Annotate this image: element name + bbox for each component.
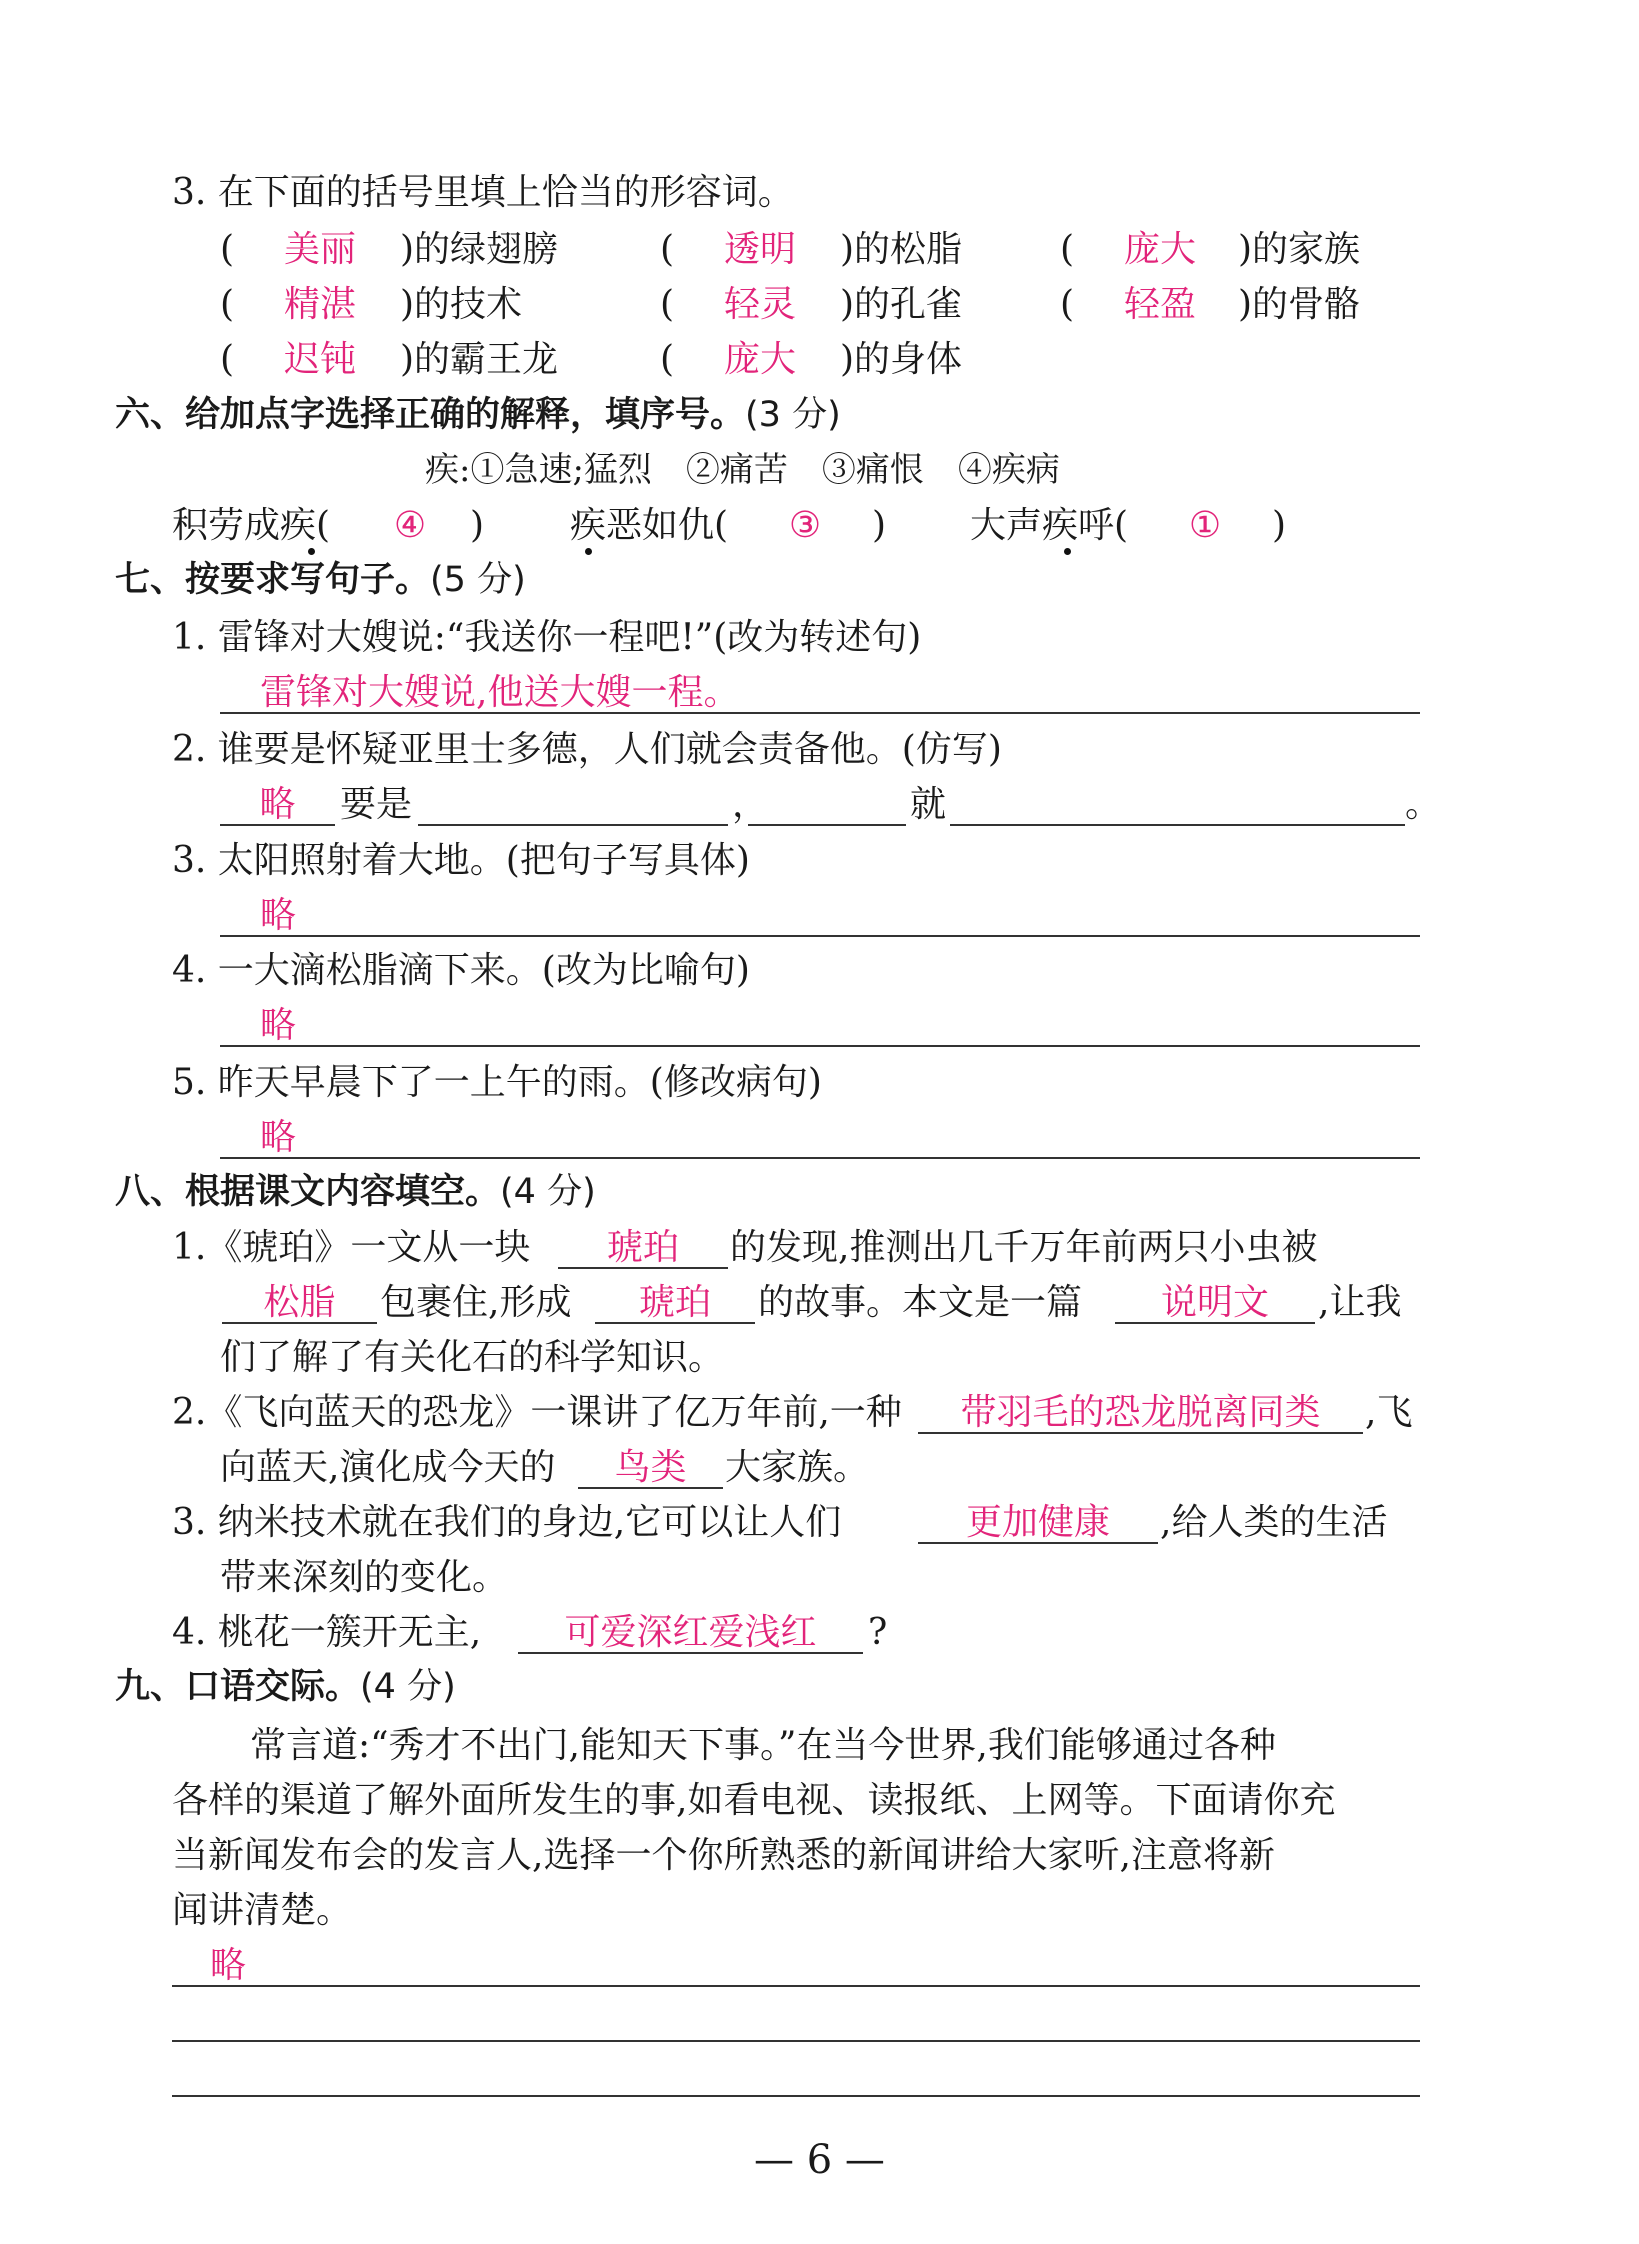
answer-text[interactable]: 略 <box>260 1117 297 1158</box>
answer-blank[interactable]: 松脂 <box>263 1282 336 1323</box>
emphasis-dot <box>1064 548 1071 555</box>
answer-line <box>918 1542 1158 1544</box>
answer-blank[interactable]: 精湛 <box>283 284 356 325</box>
definition-line: 疾:①急速;猛烈 ②痛苦 ③痛恨 ④疾病 <box>425 450 1060 490</box>
s8-q1-text: 包裹住,形成 <box>380 1282 572 1323</box>
fill-suffix: )的骨骼 <box>1238 284 1361 325</box>
s8-q2-text: ,飞 <box>1365 1392 1413 1433</box>
answer-text[interactable]: 略 <box>260 895 297 936</box>
s7-q3-stem: 3. 太阳照射着大地。(把句子写具体) <box>172 840 750 881</box>
paren-open: ( <box>660 339 675 380</box>
answer-blank[interactable]: 带羽毛的恐龙脱离同类 <box>960 1392 1321 1433</box>
section-score: (5 分) <box>430 560 526 600</box>
answer-line <box>220 935 1420 937</box>
answer-blank[interactable]: 更加健康 <box>965 1502 1110 1543</box>
paren-open: ( <box>220 339 235 380</box>
s8-q2-text: 2.《飞向蓝天的恐龙》一课讲了亿万年前,一种 <box>172 1392 902 1433</box>
paren-close: ) <box>470 505 485 546</box>
page-number: — 6 — <box>754 2137 885 2183</box>
paren-open: ( <box>1060 284 1075 325</box>
section-title-text: 八、根据课文内容填空。 <box>115 1172 501 1212</box>
paragraph-line: 各样的渠道了解外面所发生的事,如看电视、读报纸、上网等。下面请你充 <box>172 1780 1336 1821</box>
fill-suffix: )的孔雀 <box>840 284 963 325</box>
fill-suffix: )的技术 <box>400 284 523 325</box>
answer-blank[interactable]: 庞大 <box>723 339 796 380</box>
s7-q2-stem: 2. 谁要是怀疑亚里士多德，人们就会责备他。(仿写) <box>172 729 1002 770</box>
answer-line <box>518 1652 863 1654</box>
s7-q4-stem: 4. 一大滴松脂滴下来。(改为比喻句) <box>172 950 750 991</box>
answer-line <box>950 824 1405 826</box>
answer-blank[interactable]: 轻灵 <box>723 284 796 325</box>
paragraph-line: 当新闻发布会的发言人,选择一个你所熟悉的新闻讲给大家听,注意将新 <box>172 1835 1275 1876</box>
answer-line <box>220 1157 1420 1159</box>
s5-q3-stem: 3. 在下面的括号里填上恰当的形容词。 <box>172 172 794 213</box>
section-score: (4 分) <box>500 1172 596 1212</box>
answer-blank[interactable]: ③ <box>788 505 822 546</box>
answer-blank[interactable]: 迟钝 <box>283 339 356 380</box>
fill-suffix: )的家族 <box>1238 229 1361 270</box>
answer-line <box>172 1985 1420 1987</box>
s8-q1-text: 的故事。本文是一篇 <box>758 1282 1083 1323</box>
section-title-text: 九、口语交际。 <box>115 1667 361 1707</box>
paragraph-line: 闻讲清楚。 <box>172 1890 353 1931</box>
answer-line <box>172 2040 1420 2042</box>
s7-q5-stem: 5. 昨天早晨下了一上午的雨。(修改病句) <box>172 1062 822 1103</box>
answer-line <box>222 1322 377 1324</box>
answer-line <box>595 1322 755 1324</box>
answer-blank[interactable]: 琥珀 <box>638 1282 711 1323</box>
section-6-title <box>115 395 841 435</box>
answer-line <box>220 824 335 826</box>
fill-suffix: )的霸王龙 <box>400 339 559 380</box>
answer-blank[interactable]: 透明 <box>723 229 796 270</box>
answer-text[interactable]: 略 <box>210 1945 247 1986</box>
fill-suffix: )的绿翅膀 <box>400 229 559 270</box>
paren-close: ) <box>1272 505 1287 546</box>
answer-line <box>578 1487 723 1489</box>
section-9-title <box>115 1667 456 1707</box>
s8-q1-text: 们了解了有关化石的科学知识。 <box>220 1337 725 1378</box>
answer-text[interactable]: 略 <box>260 1005 297 1046</box>
section-8-title <box>115 1172 596 1212</box>
fill-suffix: )的松脂 <box>840 229 963 270</box>
answer-text[interactable]: 雷锋对大嫂说,他送大嫂一程。 <box>260 672 740 713</box>
s7-q1-stem: 1. 雷锋对大嫂说:“我送你一程吧!”(改为转述句) <box>172 617 922 658</box>
answer-line <box>918 1432 1363 1434</box>
answer-line <box>558 1267 728 1269</box>
answer-line <box>172 2095 1420 2097</box>
s6-item-text: 积劳成疾( <box>172 505 331 546</box>
section-7-title <box>115 560 526 600</box>
paren-open: ( <box>220 284 235 325</box>
emphasis-dot <box>585 548 592 555</box>
s8-q1-text: 1.《琥珀》一文从一块 <box>172 1227 531 1268</box>
s6-item-text: 疾恶如仇( <box>570 505 729 546</box>
answer-blank[interactable]: 说明文 <box>1160 1282 1269 1323</box>
paragraph-line: 常言道:“秀才不出门,能知天下事。”在当今世界,我们能够通过各种 <box>250 1725 1276 1766</box>
paren-open: ( <box>220 229 235 270</box>
s8-q1-text: ,让我 <box>1318 1282 1402 1323</box>
answer-line <box>220 1045 1420 1047</box>
answer-blank[interactable]: 鸟类 <box>614 1447 687 1488</box>
answer-blank[interactable]: 轻盈 <box>1123 284 1196 325</box>
s8-q3-text: ,给人类的生活 <box>1160 1502 1388 1543</box>
answer-blank[interactable]: ④ <box>393 505 427 546</box>
paren-open: ( <box>1060 229 1075 270</box>
answer-blank[interactable]: 略 <box>259 784 296 825</box>
s8-q3-text: 带来深刻的变化。 <box>220 1557 509 1598</box>
answer-line <box>1115 1322 1315 1324</box>
s6-item-text: 大声疾呼( <box>970 505 1129 546</box>
pattern-comma: ， <box>732 784 769 825</box>
answer-blank[interactable]: 可爱深红爱浅红 <box>564 1612 817 1653</box>
emphasis-dot <box>308 548 315 555</box>
pattern-period: 。 <box>1405 784 1442 825</box>
answer-blank[interactable]: ① <box>1188 505 1222 546</box>
answer-blank[interactable]: 美丽 <box>283 229 356 270</box>
s8-q1-text: 的发现,推测出几千万年前两只小虫被 <box>730 1227 1318 1268</box>
section-title-text: 七、按要求写句子。 <box>115 560 431 600</box>
section-score: (4 分) <box>360 1667 456 1707</box>
answer-blank[interactable]: 庞大 <box>1123 229 1196 270</box>
answer-line <box>748 824 906 826</box>
s8-q3-text: 3. 纳米技术就在我们的身边,它可以让人们 <box>172 1502 842 1543</box>
s8-q4-text: ? <box>868 1612 888 1653</box>
fill-suffix: )的身体 <box>840 339 963 380</box>
paren-close: ) <box>872 505 887 546</box>
answer-line <box>220 712 1420 714</box>
section-title-text: 六、给加点字选择正确的解释，填序号。 <box>115 395 746 435</box>
paren-open: ( <box>660 284 675 325</box>
s8-q2-text: 大家族。 <box>725 1447 870 1488</box>
pattern-word: 要是 <box>340 784 413 825</box>
section-score: (3 分) <box>745 395 841 435</box>
s8-q4-text: 4. 桃花一簇开无主, <box>172 1612 482 1653</box>
paren-open: ( <box>660 229 675 270</box>
pattern-word: 就 <box>910 784 947 825</box>
s8-q2-text: 向蓝天,演化成今天的 <box>220 1447 556 1488</box>
answer-blank[interactable]: 琥珀 <box>606 1227 679 1268</box>
answer-line <box>418 824 728 826</box>
